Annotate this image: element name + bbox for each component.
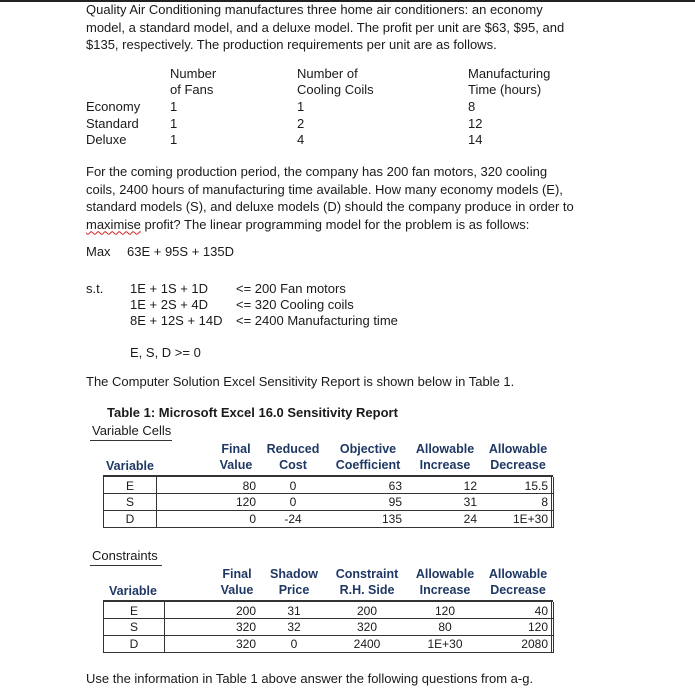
header-fans: Number of Fans: [170, 66, 217, 97]
coils-value: 4: [297, 132, 305, 147]
table-cell: 0: [290, 637, 298, 651]
table-cell: 24: [463, 512, 477, 526]
table-cell: 31: [463, 495, 477, 509]
table-cell: 32: [287, 620, 301, 634]
problem-line: maximise profit? The linear programming model for the problem is as follows:: [86, 216, 530, 232]
table-cell: 0: [289, 479, 297, 493]
intro-paragraph: [86, 1, 646, 54]
max-label: Max: [86, 244, 111, 259]
table-cell: 63: [388, 479, 402, 493]
table-cell: 2400: [353, 637, 381, 651]
constraints-grid: [103, 602, 554, 653]
footer-instruction: Use the information in Table 1 above answer the following questions from a-g.: [86, 671, 534, 686]
fans-value: 1: [170, 99, 178, 114]
table-cell: S: [129, 620, 138, 634]
table-cell: 2080: [521, 637, 548, 651]
table-cell: 0: [249, 512, 256, 526]
constraint-rhs: <= 2400 Manufacturing time: [236, 313, 398, 328]
variable-cells-header: [0, 441, 695, 475]
problem-line: For the coming production period, the company has 200 fan motors, 320 cooling: [86, 164, 548, 179]
table-cell: 1E+30: [512, 512, 548, 526]
time-value: 12: [468, 116, 483, 131]
table-cell: 320: [235, 620, 256, 634]
table-cell: 80: [438, 620, 452, 634]
variable-cells-label: Variable Cells: [92, 423, 172, 438]
table-cell: D: [129, 637, 139, 651]
col-shadow-price: Shadow Price: [270, 567, 318, 597]
constraint-rhs: <= 200 Fan motors: [236, 281, 346, 296]
intro-line: model, a standard model, and a deluxe model. The profit per unit are $63, $95, and: [86, 19, 565, 35]
col-objective-coef: Objective Coefficient: [335, 442, 401, 472]
table-cell: S: [125, 495, 134, 509]
st-label: s.t.: [86, 281, 104, 296]
spellcheck-word[interactable]: maximise: [86, 216, 141, 232]
table-cell: 12: [463, 479, 477, 493]
table-cell: 120: [434, 604, 456, 618]
col-final: Final Value: [219, 442, 253, 472]
table-cell: 1E+30: [427, 637, 463, 651]
col-allowable-increase: Allowable Increase: [415, 567, 475, 597]
fans-value: 1: [170, 132, 178, 147]
time-value: 8: [468, 99, 476, 114]
production-table: [86, 66, 606, 148]
constraint-lhs: 8E + 12S + 14D: [130, 313, 223, 328]
constraint-lhs: 1E + 2S + 4D: [130, 297, 209, 312]
constraint-lhs: 1E + 1S + 1D: [130, 281, 209, 296]
model-label: Economy: [86, 99, 141, 114]
table-cell: 320: [235, 637, 256, 651]
col-variable: Variable: [109, 584, 157, 598]
table-cell: D: [125, 512, 135, 526]
col-final: Final Value: [220, 567, 254, 597]
problem-line: coils, 2400 hours of manufacturing time available. How many economy models (E),: [86, 181, 563, 197]
col-variable: Variable: [106, 459, 154, 473]
table-cell: 200: [356, 604, 378, 618]
coils-value: 1: [297, 99, 305, 114]
fans-value: 1: [170, 116, 178, 131]
header-time: Manufacturing Time (hours): [468, 66, 551, 97]
col-allowable-decrease: Allowable Decrease: [488, 442, 548, 472]
table-cell: 8: [541, 495, 548, 509]
col-reduced-cost: Reduced Cost: [266, 442, 320, 472]
objective-function: 63E + 95S + 135D: [127, 244, 234, 259]
model-label: Deluxe: [86, 132, 127, 147]
table-cell: 200: [235, 604, 256, 618]
col-allowable-decrease: Allowable Decrease: [488, 567, 548, 597]
time-value: 14: [468, 132, 483, 147]
table-cell: E: [125, 479, 134, 493]
table-cell: -24: [284, 512, 302, 526]
problem-paragraph: [86, 163, 646, 233]
report-intro: The Computer Solution Excel Sensitivity Report is shown below in Table 1.: [86, 374, 515, 389]
constraints-header: [0, 566, 695, 600]
constraints-label: Constraints: [92, 548, 158, 563]
header-coils: Number of Cooling Coils: [297, 66, 374, 97]
table-cell: 31: [287, 604, 301, 618]
constraint-rhs: <= 320 Cooling coils: [236, 297, 354, 312]
table-cell: 15.5: [524, 479, 548, 493]
table-cell: E: [129, 604, 138, 618]
variable-cells-grid: [103, 477, 554, 528]
col-allowable-increase: Allowable Increase: [415, 442, 475, 472]
table-cell: 120: [235, 495, 256, 509]
table-cell: 0: [289, 495, 297, 509]
coils-value: 2: [297, 116, 305, 131]
nonnegativity: E, S, D >= 0: [130, 345, 201, 360]
col-rhs: Constraint R.H. Side: [335, 567, 399, 597]
table-cell: 320: [356, 620, 378, 634]
report-title: Table 1: Microsoft Excel 16.0 Sensitivity Report: [107, 405, 398, 420]
table-cell: 40: [534, 604, 548, 618]
table-cell: 80: [242, 479, 256, 493]
table-cell: 135: [381, 512, 402, 526]
model-label: Standard: [86, 116, 139, 131]
table-cell: 95: [388, 495, 402, 509]
intro-line: $135, respectively. The production requirements per unit are as follows.: [86, 37, 497, 52]
problem-line: standard models (S), and deluxe models (D) should the company produce in order to: [86, 199, 574, 214]
table-cell: 120: [527, 620, 548, 634]
intro-line: Quality Air Conditioning manufactures three home air conditioners: an economy: [86, 2, 543, 17]
